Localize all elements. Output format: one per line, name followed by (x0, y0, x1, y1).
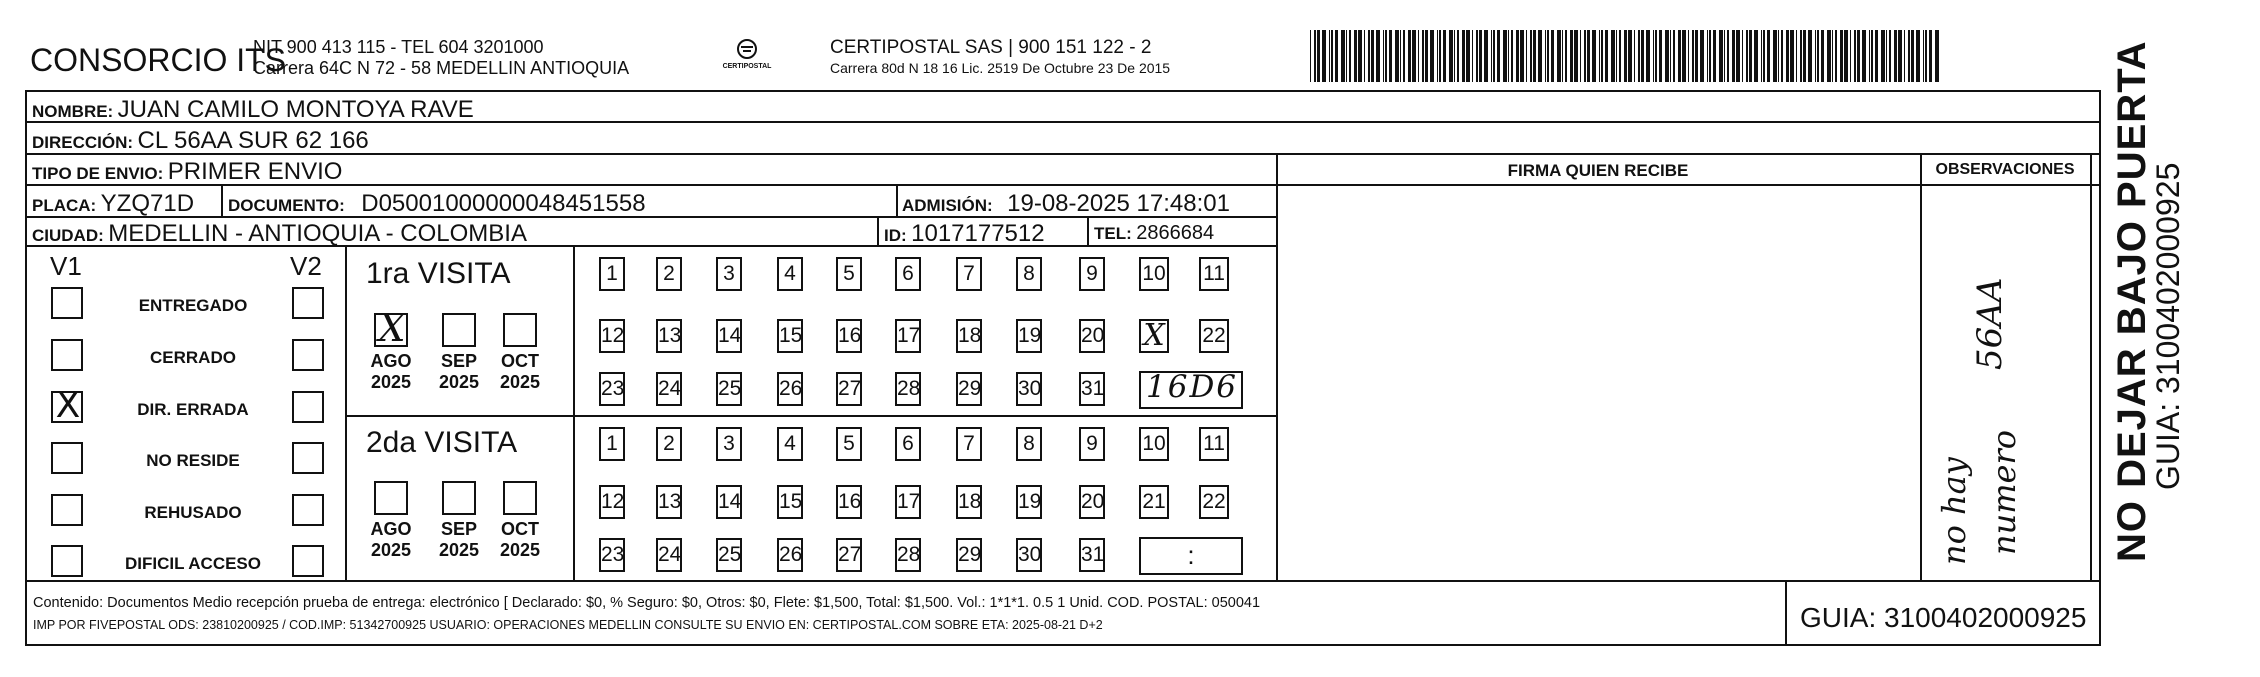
day-box: 27 (836, 372, 862, 406)
day-box: 31 (1079, 538, 1105, 572)
day-box: 14 (716, 319, 742, 353)
status-option-label: CERRADO (150, 348, 236, 367)
month-label: SEP 2025 (438, 351, 480, 392)
day-box: 28 (895, 372, 921, 406)
footer-print-line: IMP POR FIVEPOSTAL ODS: 23810200925 / COD.IMP: 51342700925 USUARIO: OPERACIONES MEDELLIN CONSULTE SU ENVIO EN: CERTIPOSTAL.COM SOBRE ETA: 2025-08-21 D+2 (33, 618, 1103, 632)
carrier-info-line1: CERTIPOSTAL SAS | 900 151 122 - 2 (830, 37, 1152, 58)
day-box: 14 (716, 485, 742, 519)
documento-field (228, 190, 646, 218)
day-box: 13 (656, 319, 682, 353)
tipo-envio-label: TIPO DE ENVIO: (32, 164, 164, 183)
day-box: 3 (716, 257, 742, 291)
month-label: AGO 2025 (370, 519, 412, 560)
day-box: 18 (956, 319, 982, 353)
status-option-label: DIFICIL ACCESO (124, 554, 261, 573)
v1-checkbox (51, 545, 83, 577)
day-box: 26 (777, 372, 803, 406)
admision-field (902, 190, 1230, 218)
day-box: 12 (599, 485, 625, 519)
nombre-row (32, 96, 474, 124)
v2-checkbox (292, 442, 324, 474)
day-box: 9 (1079, 427, 1105, 461)
v2-checkbox (292, 287, 324, 319)
month-checkbox (374, 306, 408, 350)
month-label: SEP 2025 (438, 519, 480, 560)
v2-checkbox (292, 391, 324, 423)
day-box: 28 (895, 538, 921, 572)
v1-checkbox (51, 442, 83, 474)
direccion-label: DIRECCIÓN: (32, 133, 134, 152)
day-box: 9 (1079, 257, 1105, 291)
day-box: X (1139, 319, 1169, 353)
day-box: 4 (777, 257, 803, 291)
month-label: AGO 2025 (370, 351, 412, 392)
day-box: 6 (895, 257, 921, 291)
day-box: 7 (956, 427, 982, 461)
day-box: 29 (956, 538, 982, 572)
day-box: 23 (599, 372, 625, 406)
ciudad-field (32, 220, 527, 248)
status-option-label: DIR. ERRADA (137, 400, 249, 419)
day-box: 15 (777, 319, 803, 353)
id-label: ID: (884, 226, 907, 245)
certipostal-logo (722, 36, 772, 86)
day-box: 23 (599, 538, 625, 572)
carrier-info-line2: Carrera 80d N 18 16 Lic. 2519 De Octubre 23 De 2015 (830, 60, 1171, 76)
side-warning: NO DEJAR BAJO PUERTA (2110, 40, 2154, 562)
day-box: 1 (599, 257, 625, 291)
day-box: 7 (956, 257, 982, 291)
day-box: 19 (1016, 485, 1042, 519)
day-box: 19 (1016, 319, 1042, 353)
visit2-title: 2da VISITA (366, 426, 518, 459)
day-box: 20 (1079, 485, 1105, 519)
admision-label: ADMISIÓN: (902, 196, 993, 215)
day-box: 31 (1079, 372, 1105, 406)
v2-checkbox (292, 339, 324, 371)
day-box: 29 (956, 372, 982, 406)
v2-checkbox (292, 545, 324, 577)
company-name: CONSORCIO ITS (30, 42, 287, 78)
day-box: 10 (1139, 427, 1169, 461)
barcode (1310, 30, 1946, 86)
footer-guia: GUIA: 3100402000925 (1800, 602, 2087, 633)
day-box: 1 (599, 427, 625, 461)
day-box: 26 (777, 538, 803, 572)
day-box: 5 (836, 427, 862, 461)
v1-label: V1 (50, 251, 82, 281)
ciudad-label: CIUDAD: (32, 226, 104, 245)
day-box: 24 (656, 538, 682, 572)
visit1-title: 1ra VISITA (366, 257, 511, 290)
month-check-mark: X (378, 306, 406, 350)
tel-field (1094, 222, 1214, 245)
v1-check-mark: X (55, 385, 81, 426)
v2-checkbox (292, 494, 324, 526)
tipo-envio-value: PRIMER ENVIO (167, 158, 343, 185)
tipo-envio-row (32, 158, 342, 186)
day-box: 15 (777, 485, 803, 519)
month-checkbox (374, 481, 408, 515)
documento-value: D05001000000048451558 (361, 190, 646, 217)
month-label: OCT 2025 (499, 351, 541, 392)
documento-label: DOCUMENTO: (228, 196, 345, 215)
nombre-value: JUAN CAMILO MONTOYA RAVE (117, 96, 474, 123)
day-box: 24 (656, 372, 682, 406)
day-box: 2 (656, 427, 682, 461)
firma-label: FIRMA QUIEN RECIBE (1507, 161, 1689, 180)
observation-note-1: 56AA (1970, 277, 2010, 370)
logo-text: CERTIPOSTAL (722, 63, 772, 70)
status-option-label: ENTREGADO (138, 296, 248, 315)
day-box: 12 (599, 319, 625, 353)
ciudad-value: MEDELLIN - ANTIOQUIA - COLOMBIA (108, 220, 527, 247)
nombre-label: NOMBRE: (32, 102, 114, 121)
v1-checkbox (51, 339, 83, 371)
company-info-line1: NIT 900 413 115 - TEL 604 3201000 (253, 37, 544, 57)
day-box: 4 (777, 427, 803, 461)
day-box: 17 (895, 319, 921, 353)
company-info-line2: Carrera 64C N 72 - 58 MEDELLIN ANTIOQUIA (253, 58, 630, 78)
day-box: 17 (895, 485, 921, 519)
day-box: 22 (1199, 319, 1229, 353)
status-option-label: NO RESIDE (146, 451, 240, 470)
day-box: 8 (1016, 257, 1042, 291)
day-box: 3 (716, 427, 742, 461)
id-field (884, 220, 1045, 248)
day-box: 16 (836, 485, 862, 519)
day-box: 2 (656, 257, 682, 291)
visit2-time-placeholder: : (1187, 540, 1195, 570)
direccion-row (32, 127, 369, 155)
month-label: OCT 2025 (499, 519, 541, 560)
direccion-value: CL 56AA SUR 62 166 (137, 127, 369, 154)
day-box: 13 (656, 485, 682, 519)
day-box: 10 (1139, 257, 1169, 291)
v1-checkbox (51, 287, 83, 319)
admision-value: 19-08-2025 17:48:01 (1007, 190, 1230, 217)
day-box: 21 (1139, 485, 1169, 519)
month-checkbox (442, 481, 476, 515)
placa-field (32, 190, 194, 218)
side-guia: GUIA: 3100402000925 (2150, 162, 2186, 490)
observation-note-2: numero (1985, 429, 2023, 555)
placa-value: YZQ71D (100, 190, 195, 217)
month-checkbox (503, 313, 537, 347)
placa-label: PLACA: (32, 196, 97, 215)
day-box: 11 (1199, 427, 1229, 461)
footer-content-line: Contenido: Documentos Medio recepción prueba de entrega: electrónico [ Declarado: $0, % Seguro: $0, Otros: $0, Flete: $1,500, Total: $1,500. Vol.: 1*1*1. 0.5 1 Unid. COD. POSTAL: 050041 (33, 595, 1261, 611)
v2-label: V2 (290, 251, 322, 281)
month-checkbox (503, 481, 537, 515)
day-box: 30 (1016, 372, 1042, 406)
id-value: 1017177512 (911, 220, 1045, 247)
v1-checkbox (51, 494, 83, 526)
day-box: 5 (836, 257, 862, 291)
day-box: 22 (1199, 485, 1229, 519)
day-box: 18 (956, 485, 982, 519)
day-box: 30 (1016, 538, 1042, 572)
day-box: 11 (1199, 257, 1229, 291)
day-box: 27 (836, 538, 862, 572)
visit1-time-value: 16D6 (1146, 369, 1239, 405)
month-checkbox (442, 313, 476, 347)
observation-note-3: no hay (1935, 457, 1973, 565)
day-box: 25 (716, 372, 742, 406)
observaciones-label: OBSERVACIONES (1935, 161, 2075, 178)
status-option-label: REHUSADO (144, 503, 242, 522)
day-box: 25 (716, 538, 742, 572)
tel-label: TEL: (1094, 224, 1132, 243)
v1-checkbox (51, 385, 83, 426)
day-box: 16 (836, 319, 862, 353)
day-box: 8 (1016, 427, 1042, 461)
day-box: 6 (895, 427, 921, 461)
day-box: 20 (1079, 319, 1105, 353)
tel-value: 2866684 (1136, 222, 1215, 244)
